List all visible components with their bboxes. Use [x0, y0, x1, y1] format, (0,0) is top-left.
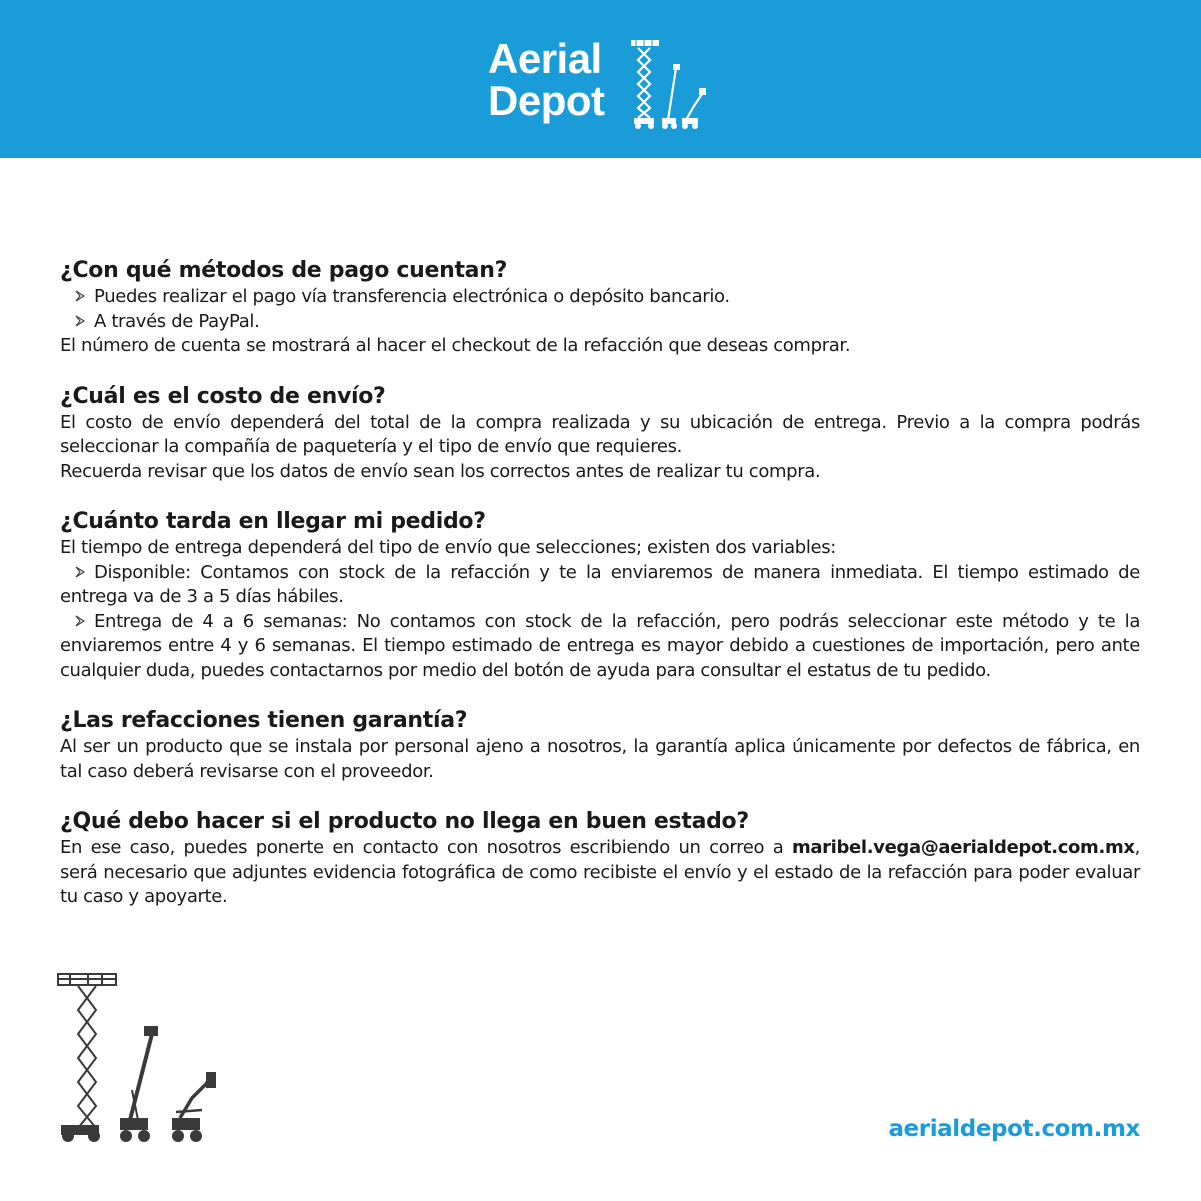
faq-bullet	[60, 610, 1140, 684]
faq-content	[60, 257, 1140, 934]
faq-answer: Recuerda revisar que los datos de envío sean los correctos antes de realizar tu compra.	[60, 460, 821, 482]
faq-bullet	[60, 310, 1140, 335]
faq-delivery-time	[60, 508, 1140, 683]
chevron-right-icon	[74, 615, 86, 627]
brand-logo[interactable]	[488, 35, 718, 130]
aerial-lift-machines-icon	[628, 38, 712, 130]
logo-line-1: Aerial	[488, 35, 602, 82]
logo-wordmark	[488, 35, 605, 124]
faq-payment	[60, 257, 1140, 359]
faq-damaged-product	[60, 808, 1140, 910]
faq-bullet	[60, 285, 1140, 310]
faq-answer-text: En ese caso, puedes ponerte en contacto con nosotros escribiendo un correo a	[60, 837, 792, 858]
faq-answer	[60, 836, 1140, 910]
faq-bullet-text: Puedes realizar el pago vía transferencia electrónica o depósito bancario.	[94, 286, 730, 307]
website-link[interactable]: aerialdepot.com.mx	[888, 1116, 1140, 1142]
faq-question: ¿Cuál es el costo de envío?	[60, 383, 386, 409]
faq-question: ¿Cuánto tarda en llegar mi pedido?	[60, 509, 486, 534]
aerial-lift-machines-illustration	[56, 970, 226, 1145]
chevron-right-icon	[74, 290, 86, 302]
faq-answer: Al ser un producto que se instala por personal ajeno a nosotros, la garantía aplica únicamente por defectos de fábrica, en tal caso deberá revisarse con el proveedor.	[60, 736, 1140, 782]
faq-answer: El costo de envío dependerá del total de la compra realizada y su ubicación de entrega. Previo a la compra podrás seleccionar la compañía de paquetería y el tipo de envío que requieres.	[60, 411, 1140, 457]
logo-line-2: Depot	[488, 77, 605, 124]
faq-bullet-text: Entrega de 4 a 6 semanas: No contamos con stock de la refacción, pero podrás seleccionar este método y te la enviaremos entre 4 y 6 semanas. El tiempo estimado de entrega es mayor debido a cuestiones de importación, pero ante cualquier duda, puedes contactarnos por medio del botón de ayuda para consultar el estatus de tu pedido.	[60, 610, 1140, 681]
faq-question: ¿Las refacciones tienen garantía?	[60, 708, 468, 733]
faq-answer-text: , será necesario que adjuntes evidencia fotográfica de como recibiste el envío y el estado de la refacción para poder evaluar tu caso y apoyarte.	[60, 837, 1140, 907]
faq-warranty	[60, 707, 1140, 784]
faq-answer: El tiempo de entrega dependerá del tipo de envío que selecciones; existen dos variables:	[60, 537, 836, 558]
faq-bullet-text: Disponible: Contamos con stock de la refacción y te la enviaremos de manera inmediata. El tiempo estimado de entrega va de 3 a 5 días hábiles.	[60, 561, 1140, 607]
faq-question: ¿Qué debo hacer si el producto no llega en buen estado?	[60, 809, 749, 834]
contact-email-link[interactable]: maribel.vega@aerialdepot.com.mx	[791, 837, 1135, 858]
faq-answer: El número de cuenta se mostrará al hacer el checkout de la refacción que deseas comprar.	[60, 335, 851, 356]
faq-bullet-text: A través de PayPal.	[94, 310, 260, 332]
faq-shipping-cost	[60, 383, 1140, 485]
chevron-right-icon	[74, 315, 86, 327]
faq-question: ¿Con qué métodos de pago cuentan?	[60, 258, 508, 283]
faq-bullet	[60, 561, 1140, 610]
chevron-right-icon	[74, 566, 86, 578]
header-banner	[0, 0, 1201, 158]
